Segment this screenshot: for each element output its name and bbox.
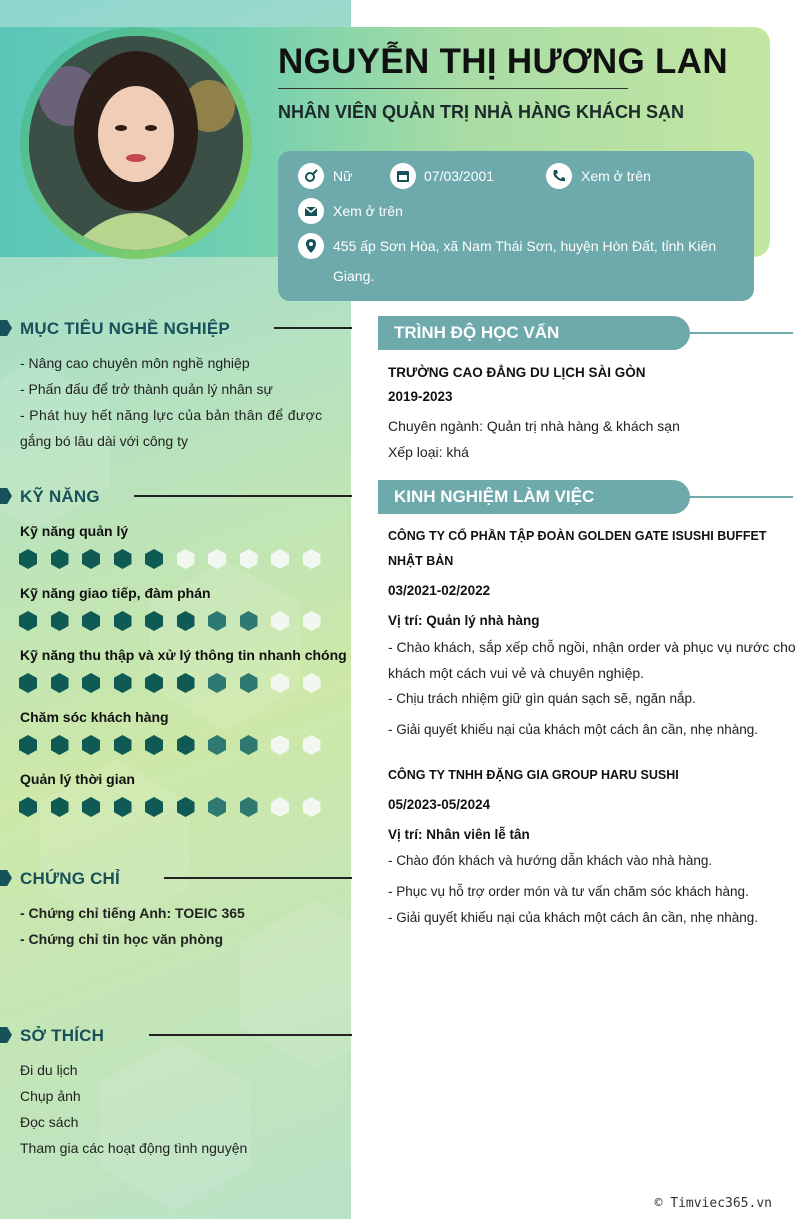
certificate-item: - Chứng chỉ tin học văn phòng: [20, 931, 224, 947]
job-duty: khách một cách vui vẻ và chuyên nghiệp.: [388, 665, 645, 681]
job-title: NHÂN VIÊN QUẢN TRỊ NHÀ HÀNG KHÁCH SẠN: [278, 102, 685, 122]
job-duty: - Chào khách, sắp xếp chỗ ngồi, nhận order và phục vụ nước cho: [388, 639, 796, 655]
job-duty: - Giải quyết khiếu nại của khách một cách ân cần, nhẹ nhàng.: [388, 910, 758, 925]
birthday-value: 07/03/2001: [424, 168, 495, 184]
skill-name: Kỹ năng thu thập và xử lý thông tin nhanh chóng: [20, 647, 347, 663]
company-name: CÔNG TY TNHH ĐẶNG GIA GROUP HARU SUSHI: [388, 768, 679, 782]
hobby-item: Tham gia các hoạt động tình nguyện: [20, 1140, 248, 1156]
job-period: 03/2021-02/2022: [388, 583, 491, 598]
job-duty: - Phục vụ hỗ trợ order món và tư vấn chăm sóc khách hàng.: [388, 884, 749, 899]
gender-value: Nữ: [333, 168, 353, 184]
objective-line: gắng bó lâu dài với công ty: [20, 433, 188, 449]
job-duty: - Giải quyết khiếu nại của khách một cách ân cần, nhẹ nhàng.: [388, 722, 758, 737]
profile-photo: [29, 36, 243, 250]
skills-title: KỸ NĂNG: [20, 487, 100, 506]
location-icon: [298, 233, 324, 259]
candidate-name: NGUYỄN THỊ HƯƠNG LAN: [278, 42, 728, 81]
job-position: Vị trí: Quản lý nhà hàng: [388, 613, 540, 628]
education-major: Chuyên ngành: Quản trị nhà hàng & khách sạn: [388, 418, 680, 434]
education-title: TRÌNH ĐỘ HỌC VẤN: [378, 316, 690, 350]
phone-icon: [546, 163, 572, 189]
skill-name: Kỹ năng quản lý: [20, 523, 129, 539]
address-line-2: Giang.: [333, 268, 375, 284]
skill-name: Kỹ năng giao tiếp, đàm phán: [20, 585, 211, 601]
education-years: 2019-2023: [388, 389, 453, 404]
footer-copyright: © Timviec365.vn: [654, 1196, 772, 1211]
name-underline: [278, 88, 628, 89]
education-grade: Xếp loại: khá: [388, 444, 469, 460]
gender-icon: [298, 163, 324, 189]
hobby-item: Chụp ảnh: [20, 1088, 81, 1104]
contact-info-box: [278, 151, 754, 301]
objective-line: - Phát huy hết năng lực của bản thân để được: [20, 407, 323, 423]
certificates-title: CHỨNG CHỈ: [20, 869, 120, 888]
email-value: Xem ở trên: [333, 203, 403, 219]
school-name: TRƯỜNG CAO ĐẲNG DU LỊCH SÀI GÒN: [388, 365, 646, 380]
address-line-1: 455 ấp Sơn Hòa, xã Nam Thái Sơn, huyện Hòn Đất, tỉnh Kiên: [333, 238, 717, 254]
avatar: [20, 27, 252, 259]
section-divider: [164, 877, 352, 879]
job-duty: - Chịu trách nhiệm giữ gìn quán sạch sẽ, ngăn nắp.: [388, 691, 696, 706]
email-icon: [298, 198, 324, 224]
section-divider: [134, 495, 352, 497]
hobbies-title: SỞ THÍCH: [20, 1026, 105, 1045]
phone-value: Xem ở trên: [581, 168, 651, 184]
objective-title: MỤC TIÊU NGHỀ NGHIỆP: [20, 319, 230, 338]
hexagon-decoration: [240, 900, 351, 1070]
company-name: CÔNG TY CỔ PHẦN TẬP ĐOÀN GOLDEN GATE ISUSHI BUFFET: [388, 529, 767, 543]
job-duty: - Chào đón khách và hướng dẫn khách vào nhà hàng.: [388, 853, 713, 868]
skill-name: Chăm sóc khách hàng: [20, 709, 169, 725]
job-position: Vị trí: Nhân viên lễ tân: [388, 827, 530, 842]
objective-line: - Phấn đấu để trở thành quản lý nhân sự: [20, 381, 273, 397]
section-divider: [690, 496, 793, 498]
calendar-icon: [390, 163, 416, 189]
objective-line: - Nâng cao chuyên môn nghề nghiệp: [20, 355, 250, 371]
company-name: NHẬT BẢN: [388, 554, 454, 568]
certificate-item: - Chứng chỉ tiếng Anh: TOEIC 365: [20, 905, 245, 921]
hexagon-decoration: [100, 1040, 250, 1210]
skill-name: Quản lý thời gian: [20, 771, 135, 787]
hobby-item: Đọc sách: [20, 1114, 79, 1130]
section-divider: [690, 332, 793, 334]
experience-title: KINH NGHIỆM LÀM VIỆC: [378, 480, 690, 514]
job-period: 05/2023-05/2024: [388, 797, 491, 812]
section-divider: [274, 327, 352, 329]
hobby-item: Đi du lịch: [20, 1062, 78, 1078]
section-divider: [149, 1034, 352, 1036]
